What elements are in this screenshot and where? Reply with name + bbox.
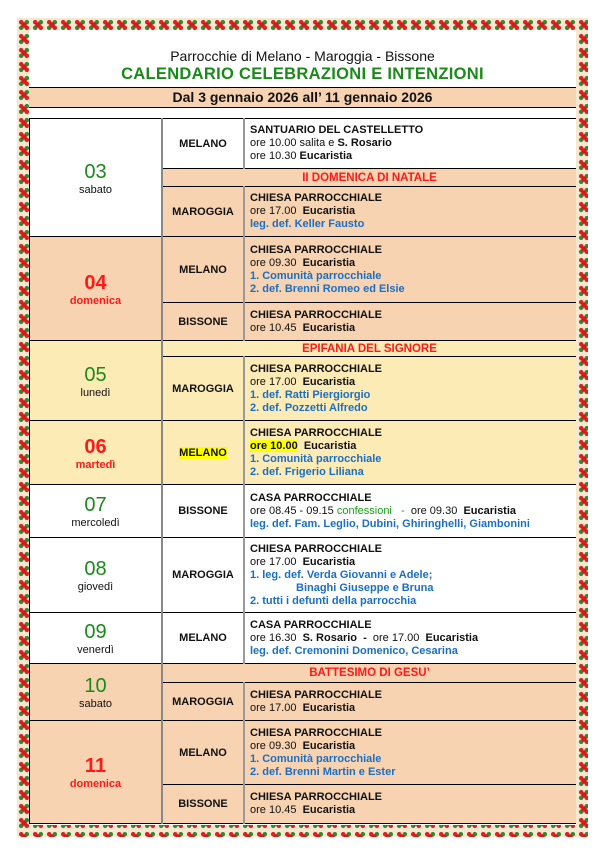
place-name: MELANO xyxy=(179,632,227,644)
detail-text: 1. Comunità parrocchiale xyxy=(250,452,382,465)
detail-text: ore 17.00 xyxy=(366,631,426,644)
day-weekday: giovedì xyxy=(77,581,114,593)
place-name: MAROGGIA xyxy=(172,695,234,708)
celebration-details xyxy=(244,485,576,538)
place-cell xyxy=(162,303,244,341)
day-cell xyxy=(30,538,163,613)
table-row xyxy=(30,721,577,785)
detail-text: leg. def. Keller Fausto xyxy=(250,218,365,230)
feast-banner: BATTESIMO DI GESU’ xyxy=(162,664,576,683)
detail-line xyxy=(250,137,576,150)
day-number: 09 xyxy=(84,621,107,643)
detail-text: 1. Comunità parrocchiale xyxy=(250,269,382,282)
celebration-details xyxy=(244,119,576,169)
table-row xyxy=(30,664,577,683)
detail-line xyxy=(250,556,576,569)
detail-line xyxy=(250,244,576,257)
day-number: 04 xyxy=(84,271,107,294)
detail-text: ore 17.00 xyxy=(250,205,303,217)
detail-text: ore 09.30 xyxy=(250,256,303,269)
detail-text: 2. tutti i defunti della parrocchia xyxy=(250,594,417,607)
day-weekday: martedì xyxy=(75,458,116,471)
detail-text: Eucaristia xyxy=(463,504,517,517)
detail-line xyxy=(250,440,576,453)
day-cell xyxy=(30,485,163,538)
day-cell xyxy=(30,721,163,824)
place-cell xyxy=(162,613,244,664)
detail-line xyxy=(250,791,576,804)
detail-text: ore 08.45 - 09.15 xyxy=(250,504,337,517)
detail-line xyxy=(250,150,576,163)
page xyxy=(29,30,576,825)
day-cell xyxy=(30,237,163,341)
detail-line xyxy=(250,702,576,715)
place-cell xyxy=(162,785,244,824)
day-weekday: domenica xyxy=(69,778,122,790)
day-number: 06 xyxy=(84,435,107,458)
celebration-details xyxy=(244,613,576,664)
detail-text: leg. def. Fam. Leglio, Dubini, Ghiringhelli, Giambonini xyxy=(250,517,530,530)
detail-line xyxy=(250,124,576,137)
table-row xyxy=(30,485,577,538)
detail-text: 2. def. Brenni Martin e Ester xyxy=(250,765,396,778)
detail-text: 1. leg. def. Verda Giovanni e Adele; xyxy=(250,568,433,581)
detail-line xyxy=(250,645,576,658)
detail-text: 2. def. Brenni Romeo ed Elsie xyxy=(250,282,405,295)
place-name: MELANO xyxy=(179,263,227,276)
place-name: MAROGGIA xyxy=(172,382,234,395)
parishes-heading: Parrocchie di Melano - Maroggia - Bissone xyxy=(170,48,435,64)
place-cell xyxy=(162,237,244,303)
detail-line xyxy=(250,309,576,322)
detail-text: ore 10.00 salita e xyxy=(250,137,338,149)
detail-line xyxy=(250,543,576,556)
day-cell xyxy=(30,613,163,664)
place-cell xyxy=(162,485,244,538)
detail-text: S. Rosario xyxy=(337,137,392,149)
calendar-title: CALENDARIO CELEBRAZIONI E INTENZIONI xyxy=(121,65,484,83)
detail-text: Eucaristia xyxy=(299,150,353,162)
place-name: MAROGGIA xyxy=(172,205,234,218)
day-cell xyxy=(30,421,163,485)
day-cell xyxy=(30,341,163,421)
table-row xyxy=(30,613,577,664)
detail-text: S. Rosario - xyxy=(302,631,367,644)
detail-text: Eucaristia xyxy=(303,439,357,452)
feast-banner: EPIFANIA DEL SIGNORE xyxy=(162,341,576,357)
celebration-details xyxy=(244,538,576,613)
detail-text: 1. def. Ratti Piergiorgio xyxy=(250,388,371,401)
detail-text: CHIESA PARROCCHIALE xyxy=(250,426,383,439)
celebration-details xyxy=(244,683,576,721)
day-cell xyxy=(30,664,163,721)
day-number: 11 xyxy=(84,755,107,777)
table-row xyxy=(30,538,577,613)
calendar-table xyxy=(29,118,576,824)
place-name: MELANO xyxy=(179,137,227,150)
detail-text: ore 09.30 xyxy=(250,739,303,752)
date-range: Dal 3 gennaio 2026 all’ 11 gennaio 2026 xyxy=(29,87,576,108)
detail-text: CHIESA PARROCCHIALE xyxy=(250,192,383,204)
table-row xyxy=(30,341,577,357)
place-name: MAROGGIA xyxy=(172,569,234,581)
detail-line xyxy=(250,363,576,376)
detail-text: CHIESA PARROCCHIALE xyxy=(250,688,383,701)
celebration-details xyxy=(244,721,576,785)
day-number: 08 xyxy=(84,558,107,580)
day-weekday: sabato xyxy=(78,183,113,196)
detail-text: SANTUARIO DEL CASTELLETTO xyxy=(250,124,424,136)
table-row xyxy=(30,421,577,485)
detail-line xyxy=(250,518,576,531)
day-number: 03 xyxy=(84,160,107,183)
detail-text: ore 16.30 xyxy=(250,631,303,644)
day-cell xyxy=(30,119,163,237)
detail-text: Eucaristia xyxy=(302,804,356,816)
detail-line xyxy=(250,753,576,766)
detail-text: CHIESA PARROCCHIALE xyxy=(250,726,383,739)
day-weekday: venerdì xyxy=(77,644,114,656)
detail-text: Eucaristia xyxy=(302,739,356,752)
detail-line xyxy=(250,505,576,518)
detail-line xyxy=(250,270,576,283)
celebration-details xyxy=(244,357,576,421)
detail-text: CHIESA PARROCCHIALE xyxy=(250,308,383,321)
detail-line xyxy=(250,257,576,270)
celebration-details xyxy=(244,303,576,341)
detail-text: Eucaristia xyxy=(302,555,356,568)
place-name: MELANO xyxy=(179,746,227,759)
detail-line xyxy=(250,427,576,440)
table-row xyxy=(30,237,577,303)
day-weekday: mercoledì xyxy=(71,517,120,529)
place-name: BISSONE xyxy=(178,798,228,810)
detail-text: ore 17.00 xyxy=(250,701,303,714)
detail-text: ore 09.30 xyxy=(404,504,464,517)
detail-line xyxy=(250,569,576,582)
detail-line xyxy=(250,205,576,218)
day-weekday: sabato xyxy=(78,698,113,710)
place-cell xyxy=(162,187,244,237)
detail-line xyxy=(250,192,576,205)
detail-line xyxy=(250,492,576,505)
detail-text: ore 17.00 xyxy=(250,555,303,568)
detail-line xyxy=(250,389,576,402)
detail-text: Eucaristia xyxy=(425,631,479,644)
detail-text: CASA PARROCCHIALE xyxy=(250,618,372,631)
detail-text: CASA PARROCCHIALE xyxy=(250,491,372,504)
detail-line xyxy=(250,453,576,466)
detail-line xyxy=(250,218,576,231)
detail-text: ore 10.45 xyxy=(250,321,303,334)
table-row xyxy=(30,119,577,169)
place-cell xyxy=(162,538,244,613)
day-number: 05 xyxy=(84,363,107,386)
day-number: 10 xyxy=(84,675,107,697)
place-name: BISSONE xyxy=(178,315,228,328)
detail-text: CHIESA PARROCCHIALE xyxy=(250,791,383,803)
detail-text: 1. Comunità parrocchiale xyxy=(250,752,382,765)
place-name: MELANO xyxy=(179,446,227,459)
detail-text: Eucaristia xyxy=(302,205,356,217)
day-weekday: lunedì xyxy=(80,386,111,399)
detail-line xyxy=(250,402,576,415)
poinsettia-border xyxy=(17,18,588,837)
detail-text: ore 17.00 xyxy=(250,375,303,388)
detail-line xyxy=(250,740,576,753)
celebration-details xyxy=(244,421,576,485)
detail-line xyxy=(250,595,576,608)
detail-text: CHIESA PARROCCHIALE xyxy=(250,542,383,555)
detail-text: Eucaristia xyxy=(302,375,356,388)
detail-text: 2. def. Pozzetti Alfredo xyxy=(250,401,368,414)
detail-line xyxy=(250,766,576,779)
detail-line xyxy=(250,582,576,595)
celebration-details xyxy=(244,237,576,303)
detail-line xyxy=(250,376,576,389)
detail-line xyxy=(250,689,576,702)
detail-text: confessioni - xyxy=(336,504,405,517)
detail-text: CHIESA PARROCCHIALE xyxy=(250,362,383,375)
detail-line xyxy=(250,283,576,296)
detail-text: Eucaristia xyxy=(302,701,356,714)
detail-text: 2. def. Frigerio Liliana xyxy=(250,465,364,478)
place-cell xyxy=(162,421,244,485)
celebration-details xyxy=(244,785,576,824)
detail-line xyxy=(250,804,576,817)
detail-line xyxy=(250,727,576,740)
detail-line xyxy=(250,466,576,479)
celebration-details xyxy=(244,187,576,237)
day-number: 07 xyxy=(84,494,107,516)
place-cell xyxy=(162,119,244,169)
place-cell xyxy=(162,357,244,421)
detail-line xyxy=(250,632,576,645)
detail-text: ore 10.45 xyxy=(250,804,303,816)
day-weekday: domenica xyxy=(69,294,122,307)
detail-text: Binaghi Giuseppe e Bruna xyxy=(296,581,434,594)
detail-text: Eucaristia xyxy=(302,256,356,269)
detail-line xyxy=(250,619,576,632)
detail-text: CHIESA PARROCCHIALE xyxy=(250,243,383,256)
detail-text: Eucaristia xyxy=(302,321,356,334)
detail-text: leg. def. Cremonini Domenico, Cesarina xyxy=(250,644,458,657)
feast-banner: II DOMENICA DI NATALE xyxy=(162,169,576,187)
detail-text: ore 10.00 xyxy=(250,439,298,452)
detail-line xyxy=(250,322,576,335)
place-cell xyxy=(162,721,244,785)
place-name: BISSONE xyxy=(178,505,228,517)
place-cell xyxy=(162,683,244,721)
detail-text: ore 10.30 xyxy=(250,150,300,162)
